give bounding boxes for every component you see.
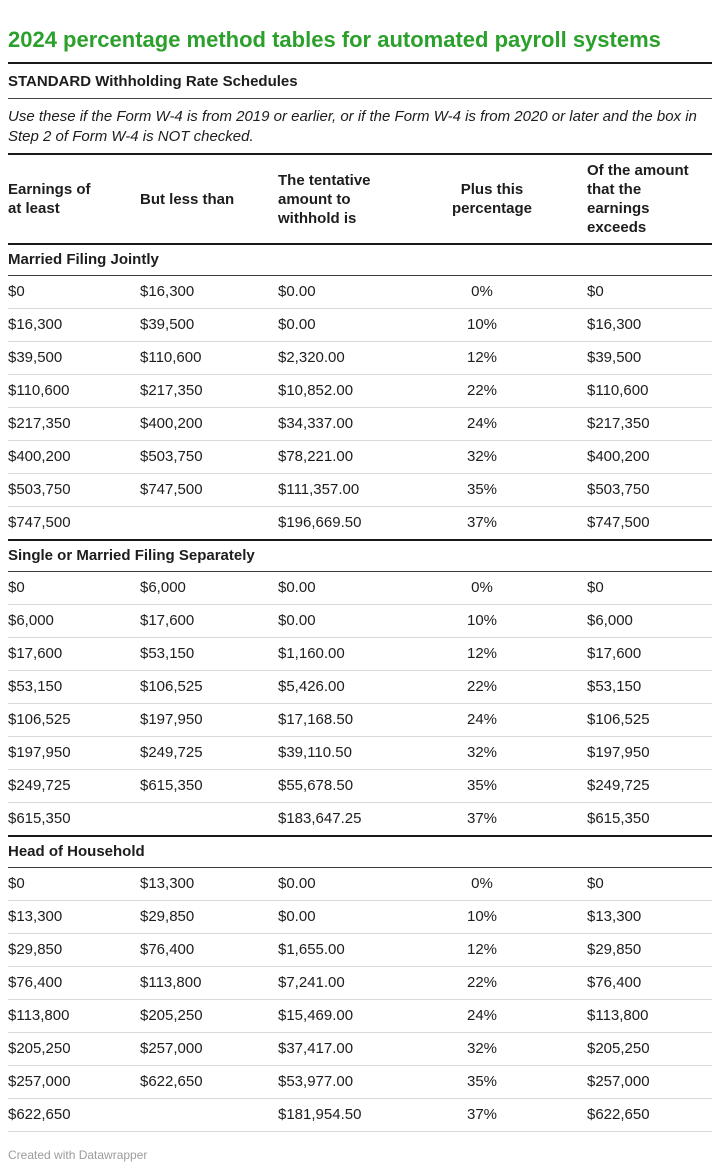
table-cell: $747,500 bbox=[8, 507, 140, 541]
table-row bbox=[8, 474, 712, 507]
table-cell: $183,647.25 bbox=[278, 803, 448, 837]
table-cell: 22% bbox=[448, 671, 536, 704]
table-cell: $106,525 bbox=[140, 671, 278, 704]
table-cell: $7,241.00 bbox=[278, 967, 448, 1000]
table-row bbox=[8, 507, 712, 541]
table-cell: $5,426.00 bbox=[278, 671, 448, 704]
table-cell: $0.00 bbox=[278, 868, 448, 901]
table-cell: $76,400 bbox=[140, 934, 278, 967]
table-cell: $0 bbox=[536, 868, 712, 901]
table-cell: $17,600 bbox=[536, 638, 712, 671]
section-label: Head of Household bbox=[8, 836, 712, 868]
table-row bbox=[8, 1066, 712, 1099]
table-cell: $181,954.50 bbox=[278, 1099, 448, 1132]
table-cell: $37,417.00 bbox=[278, 1033, 448, 1066]
table-cell: 10% bbox=[448, 605, 536, 638]
table-cell: $113,800 bbox=[140, 967, 278, 1000]
table-cell: 37% bbox=[448, 803, 536, 837]
table-cell: $17,600 bbox=[140, 605, 278, 638]
table-cell: 32% bbox=[448, 441, 536, 474]
table-cell bbox=[140, 803, 278, 837]
table-row bbox=[8, 342, 712, 375]
table-cell: $16,300 bbox=[536, 309, 712, 342]
table-cell: $400,200 bbox=[536, 441, 712, 474]
table-cell: $39,110.50 bbox=[278, 737, 448, 770]
table-cell: $747,500 bbox=[536, 507, 712, 541]
table-cell: $13,300 bbox=[140, 868, 278, 901]
table-cell: $0.00 bbox=[278, 276, 448, 309]
table-row bbox=[8, 1033, 712, 1066]
table-cell: 10% bbox=[448, 309, 536, 342]
table-cell: 24% bbox=[448, 1000, 536, 1033]
table-header bbox=[8, 155, 712, 244]
table-cell: $503,750 bbox=[536, 474, 712, 507]
table-cell: $197,950 bbox=[8, 737, 140, 770]
col-header-amount-exceeds: Of the amount that the earnings exceeds bbox=[536, 155, 712, 244]
table-cell: $622,650 bbox=[140, 1066, 278, 1099]
table-cell: 12% bbox=[448, 934, 536, 967]
header-row bbox=[8, 155, 712, 244]
table-cell: $13,300 bbox=[536, 901, 712, 934]
table-row bbox=[8, 309, 712, 342]
table-cell: 12% bbox=[448, 342, 536, 375]
table-cell: $503,750 bbox=[8, 474, 140, 507]
table-cell: $29,850 bbox=[8, 934, 140, 967]
table-row bbox=[8, 770, 712, 803]
table-cell: $0 bbox=[8, 276, 140, 309]
table-cell: 35% bbox=[448, 1066, 536, 1099]
col-header-but-less-than: But less than bbox=[140, 155, 278, 244]
table-cell: 32% bbox=[448, 1033, 536, 1066]
table-row bbox=[8, 605, 712, 638]
table-cell: $622,650 bbox=[8, 1099, 140, 1132]
table-cell: $106,525 bbox=[536, 704, 712, 737]
table-cell: 12% bbox=[448, 638, 536, 671]
table-cell: 35% bbox=[448, 474, 536, 507]
table-cell: $13,300 bbox=[8, 901, 140, 934]
table-row bbox=[8, 868, 712, 901]
table-row bbox=[8, 375, 712, 408]
table-cell: 0% bbox=[448, 572, 536, 605]
table-row bbox=[8, 704, 712, 737]
table-cell: 37% bbox=[448, 507, 536, 541]
col-header-plus-percentage: Plus this percentage bbox=[448, 155, 536, 244]
table-cell: $196,669.50 bbox=[278, 507, 448, 541]
table-cell: $53,150 bbox=[536, 671, 712, 704]
table-cell bbox=[140, 507, 278, 541]
table-cell: $39,500 bbox=[536, 342, 712, 375]
table-row bbox=[8, 1000, 712, 1033]
table-cell: $622,650 bbox=[536, 1099, 712, 1132]
table-cell: $6,000 bbox=[8, 605, 140, 638]
table-cell: $615,350 bbox=[536, 803, 712, 837]
table-cell: 22% bbox=[448, 967, 536, 1000]
table-cell: $113,800 bbox=[8, 1000, 140, 1033]
table-cell: 24% bbox=[448, 408, 536, 441]
table-row bbox=[8, 901, 712, 934]
table-cell: $53,150 bbox=[8, 671, 140, 704]
table-cell bbox=[140, 1099, 278, 1132]
datawrapper-attribution: Created with Datawrapper bbox=[8, 1148, 148, 1162]
table-cell: $39,500 bbox=[140, 309, 278, 342]
table-cell: $106,525 bbox=[8, 704, 140, 737]
section-label: Married Filing Jointly bbox=[8, 244, 712, 276]
table-cell: 35% bbox=[448, 770, 536, 803]
table-cell: $615,350 bbox=[140, 770, 278, 803]
table-cell: $39,500 bbox=[8, 342, 140, 375]
table-cell: 32% bbox=[448, 737, 536, 770]
table-cell: $10,852.00 bbox=[278, 375, 448, 408]
table-cell: $76,400 bbox=[8, 967, 140, 1000]
table-cell: $0.00 bbox=[278, 572, 448, 605]
table-cell: $113,800 bbox=[536, 1000, 712, 1033]
table-cell: $17,600 bbox=[8, 638, 140, 671]
table-cell: $0.00 bbox=[278, 309, 448, 342]
table-cell: 0% bbox=[448, 276, 536, 309]
table-row bbox=[8, 572, 712, 605]
table-cell: $6,000 bbox=[536, 605, 712, 638]
table-cell: $0 bbox=[8, 868, 140, 901]
table-cell: $110,600 bbox=[536, 375, 712, 408]
usage-note: Use these if the Form W-4 is from 2019 or earlier, or if the Form W-4 is from 2020 or later and the box in Step 2 of Form W-4 is NOT checked. bbox=[8, 108, 697, 145]
table-cell: $217,350 bbox=[536, 408, 712, 441]
table-cell: $111,357.00 bbox=[278, 474, 448, 507]
table-cell: $0 bbox=[536, 276, 712, 309]
table-cell: 37% bbox=[448, 1099, 536, 1132]
section-header-row bbox=[8, 540, 712, 572]
table-cell: $197,950 bbox=[536, 737, 712, 770]
table-cell: $249,725 bbox=[536, 770, 712, 803]
table-cell: $6,000 bbox=[140, 572, 278, 605]
table-cell: $0.00 bbox=[278, 605, 448, 638]
table-cell: $16,300 bbox=[8, 309, 140, 342]
table-cell: $0.00 bbox=[278, 901, 448, 934]
table-cell: $217,350 bbox=[8, 408, 140, 441]
table-cell: $257,000 bbox=[536, 1066, 712, 1099]
withholding-rate-table bbox=[8, 155, 712, 1132]
table-cell: $2,320.00 bbox=[278, 342, 448, 375]
table-cell: $249,725 bbox=[8, 770, 140, 803]
table-row bbox=[8, 671, 712, 704]
table-cell: $197,950 bbox=[140, 704, 278, 737]
table-row bbox=[8, 803, 712, 837]
table-cell: $205,250 bbox=[8, 1033, 140, 1066]
table-body bbox=[8, 244, 712, 1132]
section-header-row bbox=[8, 836, 712, 868]
table-cell: $53,150 bbox=[140, 638, 278, 671]
table-cell: $205,250 bbox=[536, 1033, 712, 1066]
table-row bbox=[8, 737, 712, 770]
table-cell: $55,678.50 bbox=[278, 770, 448, 803]
table-row bbox=[8, 1099, 712, 1132]
divider-under-title bbox=[8, 62, 712, 64]
table-cell: 0% bbox=[448, 868, 536, 901]
table-cell: $17,168.50 bbox=[278, 704, 448, 737]
table-cell: $615,350 bbox=[8, 803, 140, 837]
table-row bbox=[8, 276, 712, 309]
section-header-row bbox=[8, 244, 712, 276]
table-cell: $1,655.00 bbox=[278, 934, 448, 967]
table-cell: $29,850 bbox=[140, 901, 278, 934]
table-cell: $15,469.00 bbox=[278, 1000, 448, 1033]
table-cell: 22% bbox=[448, 375, 536, 408]
table-cell: $78,221.00 bbox=[278, 441, 448, 474]
table-cell: $205,250 bbox=[140, 1000, 278, 1033]
table-cell: $0 bbox=[8, 572, 140, 605]
table-cell: $76,400 bbox=[536, 967, 712, 1000]
divider-under-heading bbox=[8, 98, 712, 99]
col-header-tentative-amount: The tentative amount to withhold is bbox=[278, 155, 448, 244]
table-cell: $400,200 bbox=[8, 441, 140, 474]
table-row bbox=[8, 441, 712, 474]
table-cell: 24% bbox=[448, 704, 536, 737]
table-cell: $110,600 bbox=[8, 375, 140, 408]
table-cell: $257,000 bbox=[8, 1066, 140, 1099]
table-cell: $110,600 bbox=[140, 342, 278, 375]
table-row bbox=[8, 408, 712, 441]
table-cell: $53,977.00 bbox=[278, 1066, 448, 1099]
table-cell: $257,000 bbox=[140, 1033, 278, 1066]
section-label: Single or Married Filing Separately bbox=[8, 540, 712, 572]
col-header-earnings-at-least: Earnings of at least bbox=[8, 155, 140, 244]
table-cell: 10% bbox=[448, 901, 536, 934]
table-cell: $16,300 bbox=[140, 276, 278, 309]
table-row bbox=[8, 934, 712, 967]
table-cell: $1,160.00 bbox=[278, 638, 448, 671]
table-cell: $29,850 bbox=[536, 934, 712, 967]
table-row bbox=[8, 638, 712, 671]
table-cell: $217,350 bbox=[140, 375, 278, 408]
chart-title: 2024 percentage method tables for automated payroll systems bbox=[8, 27, 661, 52]
schedule-heading: STANDARD Withholding Rate Schedules bbox=[8, 73, 298, 90]
table-cell: $0 bbox=[536, 572, 712, 605]
table-cell: $503,750 bbox=[140, 441, 278, 474]
table-cell: $34,337.00 bbox=[278, 408, 448, 441]
table-cell: $747,500 bbox=[140, 474, 278, 507]
table-cell: $249,725 bbox=[140, 737, 278, 770]
table-cell: $400,200 bbox=[140, 408, 278, 441]
table-row bbox=[8, 967, 712, 1000]
